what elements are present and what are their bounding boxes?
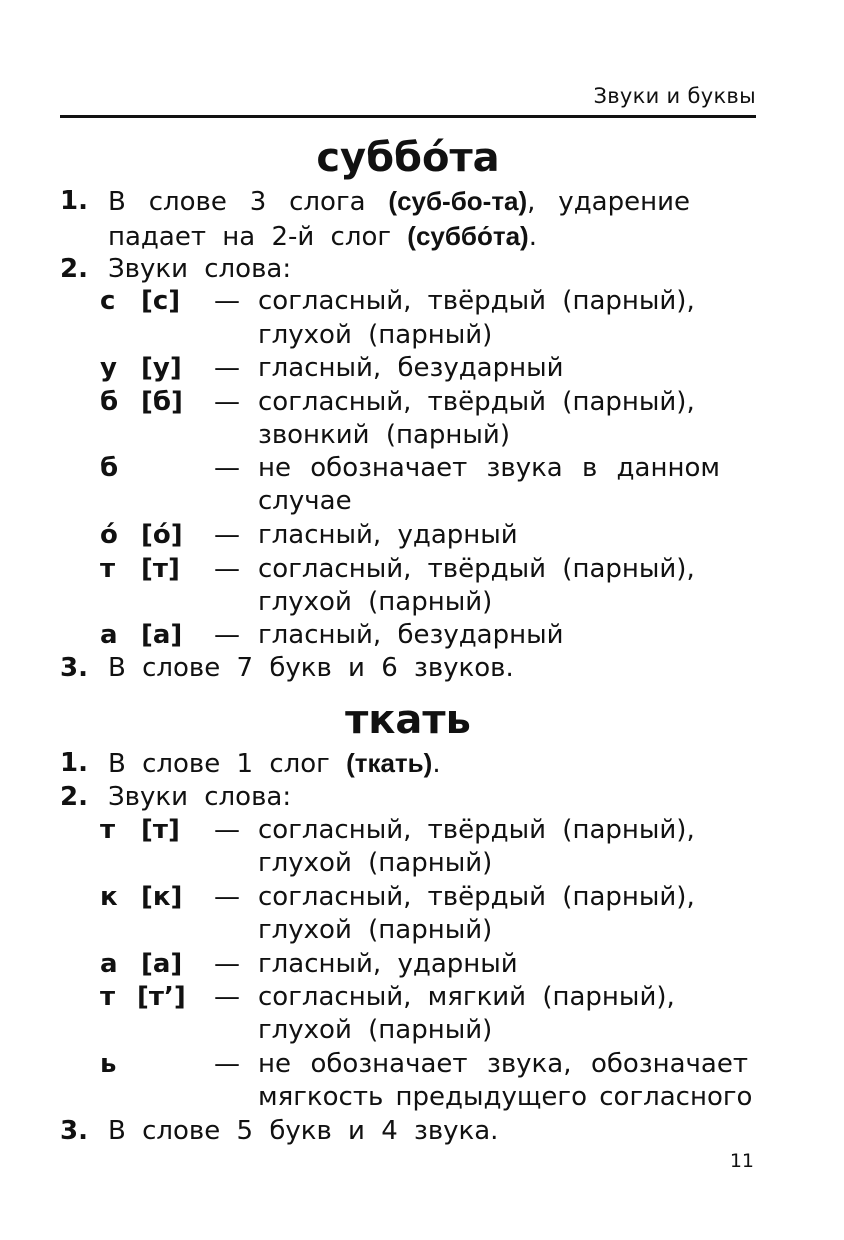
sounds-heading: Звуки слова: bbox=[108, 254, 292, 284]
row-description: не обозначает звука, обозначает bbox=[258, 1049, 748, 1079]
syllables-split: (суб-бо-та) bbox=[388, 186, 528, 216]
row-description-cont: случае bbox=[258, 486, 352, 516]
row-description-cont: звонкий (парный) bbox=[258, 420, 510, 450]
row-description: согласный, мягкий (парный), bbox=[258, 982, 675, 1012]
syllables-text: В слове 3 слога bbox=[108, 187, 366, 217]
row-dash: — bbox=[214, 286, 240, 316]
row-sound: [с] bbox=[141, 286, 181, 316]
row-dash: — bbox=[214, 520, 240, 550]
row-dash: — bbox=[214, 453, 240, 483]
stress-word: (суббо́та) bbox=[407, 221, 529, 251]
row-sound: [о́] bbox=[141, 520, 183, 550]
syllables-split: (ткать) bbox=[346, 748, 433, 778]
row-letter: б bbox=[100, 453, 119, 483]
syllables-tail: . bbox=[432, 749, 441, 779]
syllables-text: В слове 1 слог bbox=[108, 749, 330, 779]
item-number: 2. bbox=[60, 254, 88, 284]
row-dash: — bbox=[214, 554, 240, 584]
row-description: не обозначает звука в данном bbox=[258, 453, 720, 483]
row-description-cont: глухой (парный) bbox=[258, 848, 493, 878]
row-sound: [т] bbox=[141, 554, 180, 584]
row-description: согласный, твёрдый (парный), bbox=[258, 554, 695, 584]
item-number: 1. bbox=[60, 748, 88, 778]
row-description: согласный, твёрдый (парный), bbox=[258, 387, 695, 417]
row-description: гласный, ударный bbox=[258, 520, 518, 550]
count-line: В слове 7 букв и 6 звуков. bbox=[108, 653, 514, 683]
item-number: 1. bbox=[60, 186, 88, 216]
row-sound: [а] bbox=[141, 949, 183, 979]
row-description: гласный, безударный bbox=[258, 620, 564, 650]
row-letter: а bbox=[100, 620, 118, 650]
row-letter: с bbox=[100, 286, 116, 316]
stress-tail: . bbox=[528, 222, 537, 252]
row-letter: т bbox=[100, 554, 116, 584]
row-letter: о́ bbox=[100, 520, 118, 550]
running-header: Звуки и буквы bbox=[593, 84, 756, 108]
stress-text: падает на 2-й слог bbox=[108, 222, 392, 252]
row-sound: [т’] bbox=[137, 982, 186, 1012]
row-description-cont: глухой (парный) bbox=[258, 320, 493, 350]
row-description-cont: глухой (парный) bbox=[258, 587, 493, 617]
row-letter: б bbox=[100, 387, 119, 417]
row-description: согласный, твёрдый (парный), bbox=[258, 882, 695, 912]
row-dash: — bbox=[214, 620, 240, 650]
row-dash: — bbox=[214, 1049, 240, 1079]
row-letter: а bbox=[100, 949, 118, 979]
row-letter: у bbox=[100, 353, 117, 383]
row-dash: — bbox=[214, 982, 240, 1012]
row-description-cont: мягкость предыдущего согласного bbox=[258, 1082, 753, 1112]
row-sound: [б] bbox=[141, 387, 183, 417]
row-letter: ь bbox=[100, 1049, 117, 1079]
row-description: согласный, твёрдый (парный), bbox=[258, 815, 695, 845]
syllables-line bbox=[108, 748, 441, 779]
row-description: гласный, безударный bbox=[258, 353, 564, 383]
row-dash: — bbox=[214, 387, 240, 417]
row-description-cont: глухой (парный) bbox=[258, 915, 493, 945]
row-dash: — bbox=[214, 949, 240, 979]
row-dash: — bbox=[214, 815, 240, 845]
item-number: 3. bbox=[60, 1116, 88, 1146]
syllables-line bbox=[108, 186, 690, 217]
row-dash: — bbox=[214, 353, 240, 383]
header-rule bbox=[60, 115, 756, 118]
entry-title: суббо́та bbox=[316, 135, 500, 181]
row-sound: [к] bbox=[141, 882, 183, 912]
item-number: 2. bbox=[60, 782, 88, 812]
page-number: 11 bbox=[729, 1150, 754, 1172]
row-description: гласный, ударный bbox=[258, 949, 518, 979]
sounds-heading: Звуки слова: bbox=[108, 782, 292, 812]
item-number: 3. bbox=[60, 653, 88, 683]
row-letter: т bbox=[100, 982, 116, 1012]
row-sound: [у] bbox=[141, 353, 182, 383]
count-line: В слове 5 букв и 4 звука. bbox=[108, 1116, 499, 1146]
entry-title: ткать bbox=[345, 697, 471, 743]
syllables-tail: , ударение bbox=[527, 187, 690, 217]
stress-line bbox=[108, 221, 537, 252]
row-sound: [т] bbox=[141, 815, 180, 845]
row-dash: — bbox=[214, 882, 240, 912]
row-letter: т bbox=[100, 815, 116, 845]
row-description-cont: глухой (парный) bbox=[258, 1015, 493, 1045]
row-description: согласный, твёрдый (парный), bbox=[258, 286, 695, 316]
row-sound: [а] bbox=[141, 620, 183, 650]
row-letter: к bbox=[100, 882, 118, 912]
